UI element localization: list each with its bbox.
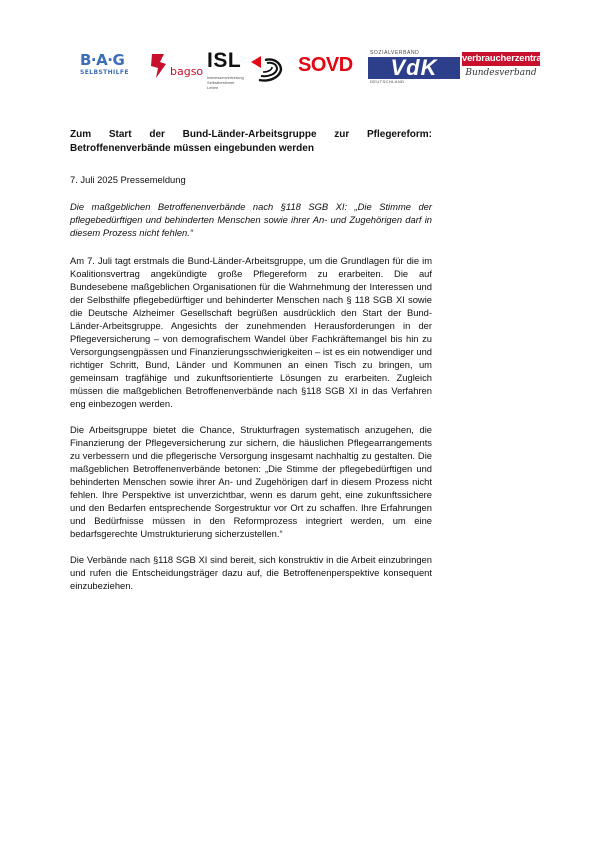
isl-logo-main: ISL <box>207 49 242 72</box>
paragraph-3: Die Verbände nach §118 SGB XI sind bereit, sich konstruktiv in die Arbeit einzubringen und rufen die Entscheidungsträger dazu auf, die Betroffenenperspektive konsequent einzubeziehen. <box>70 554 432 591</box>
bag-logo-main: B·A·G <box>80 51 125 69</box>
paragraph-2: Die Arbeitsgruppe bietet die Chance, Strukturfragen systematisch anzugehen, die Finanzierung der Pflegeversicherung zur sichern, die häuslichen Pflegearrangements zu verbessern und die pflegerische Versorgung insgesamt nachhaltig zu gestalten. Die maßgeblichen Betroffenenverbände betonen: „Die Stimme der pflegebedürftigen und behinderten Menschen sowie ihrer An- und Zugehörigen darf in diesem Prozess nicht fehlen. Ihre Perspektive ist unverzichtbar, wenn es darum geht, eine zukunftssichere und den Bedarfen entsprechende Sorgestruktur vor Ort zu schaffen. Ihre Erfahrungen und Bedürfnisse müssen in den Reformprozess integriert werden, um eine bedarfsgerechte Umstrukturierung sicherzustellen.“ <box>70 424 432 539</box>
vzbv-logo <box>462 52 550 88</box>
bag-logo-sub: SELBSTHILFE <box>80 69 129 76</box>
isl-logo-sub: Interessenvertretung Selbstbestimmt Leben <box>207 75 244 90</box>
sovd-logo-main: SOVD <box>298 54 353 76</box>
vzbv-logo-bottom: Bundesverband <box>465 68 537 78</box>
vdk-logo <box>368 50 460 90</box>
date-line: 7. Juli 2025 Pressemeldung <box>70 174 186 185</box>
sovd-logo <box>298 54 353 76</box>
vdk-logo-box <box>368 57 460 79</box>
vzbv-logo-top: verbraucherzentrale <box>462 53 550 64</box>
bagso-logo-text: bagso <box>170 65 204 78</box>
vdk-logo-bottom: DEUTSCHLAND <box>370 79 405 84</box>
vdk-logo-top: SOZIALVERBAND <box>370 50 420 56</box>
press-release-body <box>70 128 432 592</box>
isl-logo <box>207 50 287 90</box>
isl-swoosh-icon <box>245 52 285 86</box>
logo-strip <box>80 44 550 94</box>
vdk-logo-main: VdK <box>390 55 438 80</box>
bagso-mark-icon <box>148 52 170 80</box>
paragraph-1: Am 7. Juli tagt erstmals die Bund-Länder-Arbeitsgruppe, um die Grundlagen für die im Koalitionsvertrag angekündigte große Pflegereform zu erarbeiten. Die auf Bundesebene maßgeblichen Organisationen für die Wahrnehmung der Interessen und der Selbsthilfe pflegebedürftiger und behinderter Menschen nach § 118 SGB XI sowie die Deutsche Alzheimer Gesellschaft begrüßen ausdrücklich den Start der Bund-Länder-Arbeitsgruppe. Angesichts der zunehmenden Herausforderungen in der Pflegeversicherung – von demografischem Wandel über Fachkräftemangel bis hin zu Versorgungsengpässen und Finanzierungsschwierigkeiten – ist es ein notwendiger und richtiger Schritt, Bund, Länder und Kommunen an einen Tisch zu bringen, um gemeinsam tragfähige und zukunftsorientierte Lösungen zu erarbeiten. Zugleich müssen die maßgeblichen Betroffenenverbände nach §118 SGB XI in das Verfahren eng einbezogen werden. <box>70 255 432 409</box>
bag-selbsthilfe-logo <box>80 52 130 82</box>
document-title: Zum Start der Bund-Länder-Arbeitsgruppe zur Pflegereform: Betroffenenverbände müssen eingebunden werden <box>70 129 432 154</box>
bagso-logo <box>148 52 208 82</box>
lead-quote: Die maßgeblichen Betroffenenverbände nach §118 SGB XI: „Die Stimme der pflegebedürftigen und behinderten Menschen sowie ihrer An- und Zugehörigen darf in diesem Prozess nicht fehlen.“ <box>70 201 432 238</box>
